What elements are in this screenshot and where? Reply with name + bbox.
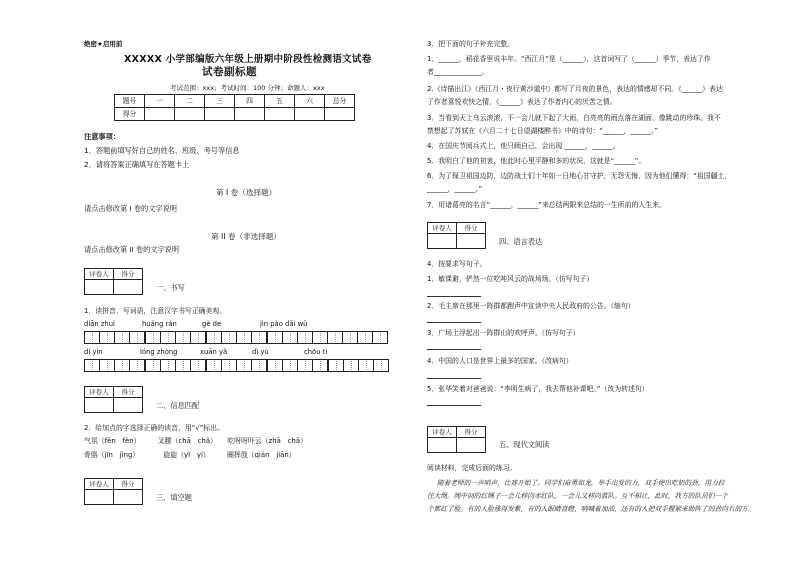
question-4: 4．按要求写句子。 (427, 260, 487, 268)
score-header-cell: 三 (205, 95, 235, 108)
answer-line[interactable] (427, 405, 481, 406)
q4-item1: 1．敏课避，俨然一位吃吨风云的战场场。（仿写句子） (427, 275, 594, 283)
score-header-cell: 总分 (325, 95, 355, 108)
grader-box (84, 268, 143, 295)
grader-cell[interactable] (85, 490, 114, 505)
score-header-cell: 题号 (115, 95, 145, 108)
volume1-title: 第 I 卷（选择题） (216, 188, 277, 197)
score-cell[interactable] (114, 398, 143, 413)
left-column (84, 40, 394, 540)
pinyin-label: chōu tì (304, 348, 328, 356)
score-header-cell: 六 (295, 95, 325, 108)
secret-label: 绝密★启用前 (84, 40, 123, 48)
score-cell[interactable] (295, 108, 325, 121)
pinyin-label: huáng rán (142, 320, 177, 328)
section3-title: 三、填空题 (156, 493, 192, 502)
grader-cell[interactable] (428, 234, 457, 249)
volume1-note: 请点击修改第 I 卷的文字说明 (84, 204, 177, 213)
score-label: 得分 (114, 479, 143, 490)
score-label: 得分 (114, 387, 143, 398)
question-2-line2: 骨胳（jīn jìng） 旋旋（yī yí） 圈挥戗（qián jiān） (84, 451, 296, 459)
q4-item2: 2．毛主席在那里一阵群都跑声中宣读中央人民政府的公告。（缩句） (427, 302, 635, 310)
question-2-line1: 气氛（fēn fèn） 叉腰（chā chǎ） 吃呀呀吓云（zhā chā） (84, 437, 307, 445)
score-table (114, 94, 355, 121)
q3-item6: 6．为了保卫祖国边防，边防战士们十年如一日地心甘守护，无怨无悔，因为他们懂得：“祖国疆土， (427, 172, 732, 180)
q4-item3: 3．广场上浮起出一阵群山的欢呼声。（仿写句子） (427, 329, 580, 337)
score-cell[interactable] (114, 490, 143, 505)
grader-cell[interactable] (428, 438, 457, 453)
section4-title: 四、语言表达 (499, 237, 543, 246)
grader-label: 评卷人 (428, 223, 457, 234)
writing-grid-row1[interactable] (84, 331, 388, 344)
grader-box (84, 478, 143, 505)
q3-item2: 2.《诗描出江》《西江月・夜行黄沙道中》都写了月夜的景色，表达的情感却不同。《______》表达 (427, 85, 723, 93)
score-label: 得分 (457, 427, 486, 438)
score-cell[interactable] (265, 108, 295, 121)
score-cell[interactable] (145, 108, 175, 121)
pinyin-label: jìn pào dǎi wǔ (260, 320, 308, 328)
exam-title: XXXXX 小学部编版六年级上册期中阶段性检测语文试卷 (124, 54, 372, 65)
reading-intro: 阅读材料，完成后面的练习。 (427, 464, 517, 472)
right-column (427, 40, 767, 540)
grader-cell[interactable] (85, 398, 114, 413)
grader-cell[interactable] (85, 280, 114, 295)
answer-line[interactable] (427, 322, 481, 323)
pinyin-label: xuān yǎ (200, 348, 228, 356)
pinyin-label: dí yín (84, 348, 103, 356)
q3-item4: 4．在国庆节阅兵式上，他只顾自己，会出现 ______，______。 (427, 142, 620, 150)
notes-heading: 注意事项： (84, 132, 120, 141)
section5-title: 五、现代文阅读 (499, 440, 550, 449)
q3-item1: 1．______，稻花香里说丰年。“西江月”是（______），这首词写了（______）季节，表达了作 (427, 55, 711, 63)
question-3: 3．把下面的句子补充完整。 (427, 40, 515, 48)
section2-title: 二、信息匹配 (156, 401, 200, 410)
answer-line[interactable] (427, 378, 481, 379)
score-cell[interactable] (457, 234, 486, 249)
score-cell[interactable] (457, 438, 486, 453)
volume2-title: 第 II 卷（非选择题） (211, 232, 282, 241)
pinyin-label: diān zhuì (84, 320, 115, 328)
q3-item7: 7．用诸葛亮的名言“______，______”来总结两限来总结的一生所前的人生来。 (427, 201, 666, 209)
score-row-label: 得分 (115, 108, 145, 121)
grader-label: 评卷人 (85, 387, 114, 398)
grader-box (427, 222, 486, 249)
q3-item3-cont: 禁想起了苏轼在《六月二十七日望湖楼醉书》中的诗句：“______，______。” (427, 127, 659, 135)
grader-label: 评卷人 (85, 479, 114, 490)
q4-item4: 4．中国的人口是世界上最多的国家。（改病句） (427, 357, 573, 365)
q3-item2-cont: 了作者喜悦欢快之情，《______》表达了作者内心的厌苦之情。 (427, 98, 617, 106)
writing-grid-row2[interactable] (84, 359, 389, 372)
grader-label: 评卷人 (428, 427, 457, 438)
question-1: 1．读拼音，写词语，注意汉字书写正确美观。 (84, 307, 227, 315)
score-cell[interactable] (235, 108, 265, 121)
reading-line: 随着老师的一声哨声，比赛开始了。同学们奋勇如龙，举手出发的力，双手使出吃奶的劲，用力拉 (437, 479, 725, 487)
pinyin-label: lóng zhòng (140, 348, 178, 356)
pinyin-label: dì yù (252, 348, 269, 356)
score-header-cell: 四 (235, 95, 265, 108)
note-item: 1．答题前填写好自己的姓名、班级、考号等信息 (84, 146, 240, 155)
exam-subtitle: 试卷副标题 (202, 66, 257, 78)
volume2-note: 请点击修改第 II 卷的文字说明 (84, 245, 180, 254)
score-cell[interactable] (205, 108, 235, 121)
pinyin-label: gè de (202, 320, 222, 328)
grader-box (427, 426, 486, 453)
q4-item5: 5．张华笑着对爸爸说：“李明生病了，我去帮他补课吧。”（改为转述句） (427, 385, 649, 393)
exam-info: 考试范围：xxx；考试时间：100 分钟；命题人：xxx (170, 84, 325, 92)
answer-line[interactable] (427, 349, 481, 350)
score-header-cell: 一 (145, 95, 175, 108)
score-cell[interactable] (114, 280, 143, 295)
section1-title: 一、书写 (156, 283, 185, 292)
q3-item3: 3．当看到天上乌云滚滚，不一会儿就下起了大雨，白亮亮的雨点落在湖面，像跳动的珍珠。我不 (427, 114, 721, 122)
grader-box (84, 386, 143, 413)
score-header-cell: 二 (175, 95, 205, 108)
q3-item5: 5．我明白了他的初衷，他此时心里平静和多的状况，这就是“______”。 (427, 157, 646, 165)
score-header-cell: 五 (265, 95, 295, 108)
score-cell[interactable] (325, 108, 355, 121)
reading-line: 个都红了脸。有的人脸涨得发紫，有的人眼睛直瞪，呐喊着加油，还有的人把双手握紧来助阵了的劲向右的方。 (427, 505, 755, 513)
answer-line[interactable] (427, 296, 481, 297)
reading-line: 住大绳。绳中间的红绸子一会儿移向赤红队，一会儿又移向蓝队。互不相让，此时，我方的队员们一个 (427, 492, 728, 500)
score-label: 得分 (457, 223, 486, 234)
note-item: 2．请将答案正确填写在答题卡上 (84, 160, 190, 169)
q3-item1-cont: 者______________。 (427, 68, 490, 76)
score-label: 得分 (114, 269, 143, 280)
grader-label: 评卷人 (85, 269, 114, 280)
score-cell[interactable] (175, 108, 205, 121)
question-2: 2．给加点的字选择正确的读音，用“√”标出。 (84, 424, 224, 432)
q3-item6-cont: ______，______。” (427, 185, 483, 193)
